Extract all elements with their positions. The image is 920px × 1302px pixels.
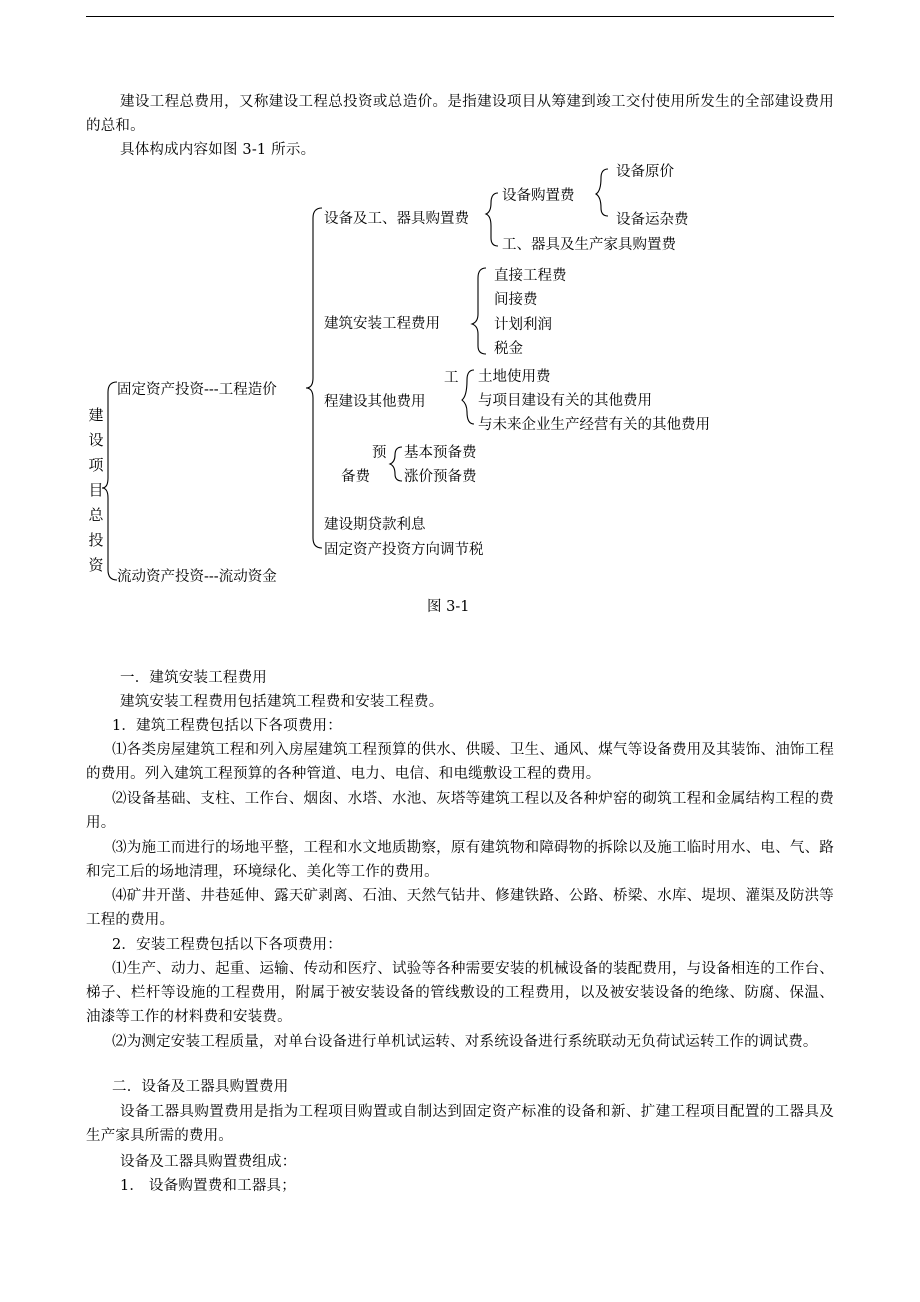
section-1-2-item-2: ⑵为测定安装工程质量，对单台设备进行单机试运转、对系统设备进行系统联动无负荷试运转工作的调试费。 bbox=[112, 1034, 818, 1050]
fixed-asset-label: 固定资产投资---工程造价 bbox=[117, 382, 277, 398]
header-rule bbox=[86, 16, 834, 17]
intro-paragraph: 建设工程总费用，又称建设工程总投资或总造价。是指建设项目从筹建到竣工交付使用所发生的全部建设费用的总和。 bbox=[86, 94, 834, 134]
construction-brace bbox=[472, 268, 486, 354]
tools-purchase-label: 工、器具及生产家具购置费 bbox=[502, 237, 676, 253]
equipment-purchase-brace bbox=[596, 169, 608, 216]
section-1-1-item-4: ⑷矿井开凿、井巷延伸、露天矿剥离、石油、天然气钻井、修建铁路、公路、桥梁、水库、堤坝、灌渠及防洪等工程的费用。 bbox=[86, 888, 834, 928]
land-use-label: 土地使用费 bbox=[478, 369, 551, 385]
direct-cost-label: 直接工程费 bbox=[494, 268, 567, 284]
reserve-label: 备费 bbox=[341, 469, 370, 485]
other-fees-label: 程建设其他费用 bbox=[324, 394, 426, 410]
section-2-title: 二．设备及工器具购置费用 bbox=[112, 1079, 289, 1095]
current-asset-label: 流动资产投资---流动资金 bbox=[117, 569, 277, 585]
loan-interest-label: 建设期贷款利息 bbox=[324, 517, 426, 533]
section-1-1-item-2: ⑵设备基础、支柱、工作台、烟囱、水塔、水池、灰塔等建筑工程以及各种炉窑的砌筑工程和金属结构工程的费用。 bbox=[86, 791, 834, 831]
section-1-1-item-1: ⑴各类房屋建筑工程和列入房屋建筑工程预算的供水、供暖、卫生、通风、煤气等设备费用及其装饰、油饰工程的费用。列入建筑工程预算的各种管道、电力、电信、和电缆敷设工程的费用。 bbox=[86, 742, 834, 782]
construction-label: 建筑安装工程费用 bbox=[324, 316, 440, 332]
section-2-composition: 设备及工器具购置费组成： bbox=[120, 1154, 297, 1170]
future-operations-label: 与未来企业生产经营有关的其他费用 bbox=[478, 417, 710, 433]
intro-figure-reference: 具体构成内容如图 3-1 所示。 bbox=[120, 142, 316, 158]
equipment-original-label: 设备原价 bbox=[616, 164, 674, 180]
section-1-2-item-1: ⑴生产、动力、起重、运输、传动和医疗、试验等各种需要安装的机械设备的装配费用，与设备相连的工作台、梯子、栏杆等设施的工程费用，附属于被安装设备的管线敷设的工程费用，以及被安装设备的绝缘、防腐、保温、油漆等工作的材料费和安装费。 bbox=[86, 961, 834, 1025]
basic-reserve-label: 基本预备费 bbox=[404, 445, 477, 461]
root-label: 建设项目总投资 bbox=[88, 406, 104, 574]
other-fees-label-char: 工 bbox=[444, 370, 459, 386]
regulation-tax-label: 固定资产投资方向调节税 bbox=[324, 542, 484, 558]
planned-profit-label: 计划利润 bbox=[494, 317, 552, 333]
fixed-asset-brace bbox=[306, 208, 322, 548]
equipment-label: 设备及工、器具购置费 bbox=[324, 211, 469, 227]
tax-label: 税金 bbox=[494, 341, 523, 357]
project-related-label: 与项目建设有关的其他费用 bbox=[478, 393, 652, 409]
reserve-label-char: 预 bbox=[372, 445, 387, 461]
equipment-purchase-label: 设备购置费 bbox=[502, 188, 575, 204]
equipment-transport-label: 设备运杂费 bbox=[616, 212, 689, 228]
section-2-intro: 设备工器具购置费用是指为工程项目购置或自制达到固定资产标准的设备和新、扩建工程项目配置的工器具及生产家具所需的费用。 bbox=[86, 1104, 834, 1144]
section-1-intro: 建筑安装工程费用包括建筑工程费和安装工程费。 bbox=[120, 694, 444, 710]
reserve-brace bbox=[390, 447, 402, 481]
equipment-brace bbox=[486, 193, 498, 246]
other-fees-brace bbox=[462, 370, 474, 424]
figure-caption: 图 3-1 bbox=[427, 599, 470, 615]
indirect-cost-label: 间接费 bbox=[494, 292, 538, 308]
section-1-1-item-3: ⑶为施工而进行的场地平整，工程和水文地质勘察，原有建筑物和障碍物的拆除以及施工临时用水、电、气、路和完工后的场地清理，环境绿化、美化等工作的费用。 bbox=[86, 840, 834, 880]
section-1-2-heading: 2．安装工程费包括以下各项费用： bbox=[112, 937, 342, 953]
section-1-title: 一．建筑安装工程费用 bbox=[120, 670, 267, 686]
price-reserve-label: 涨价预备费 bbox=[404, 469, 477, 485]
section-2-item-1: 1． 设备购置费和工器具； bbox=[120, 1178, 296, 1194]
root-brace bbox=[102, 382, 117, 580]
section-1-1-heading: 1．建筑工程费包括以下各项费用： bbox=[112, 718, 342, 734]
